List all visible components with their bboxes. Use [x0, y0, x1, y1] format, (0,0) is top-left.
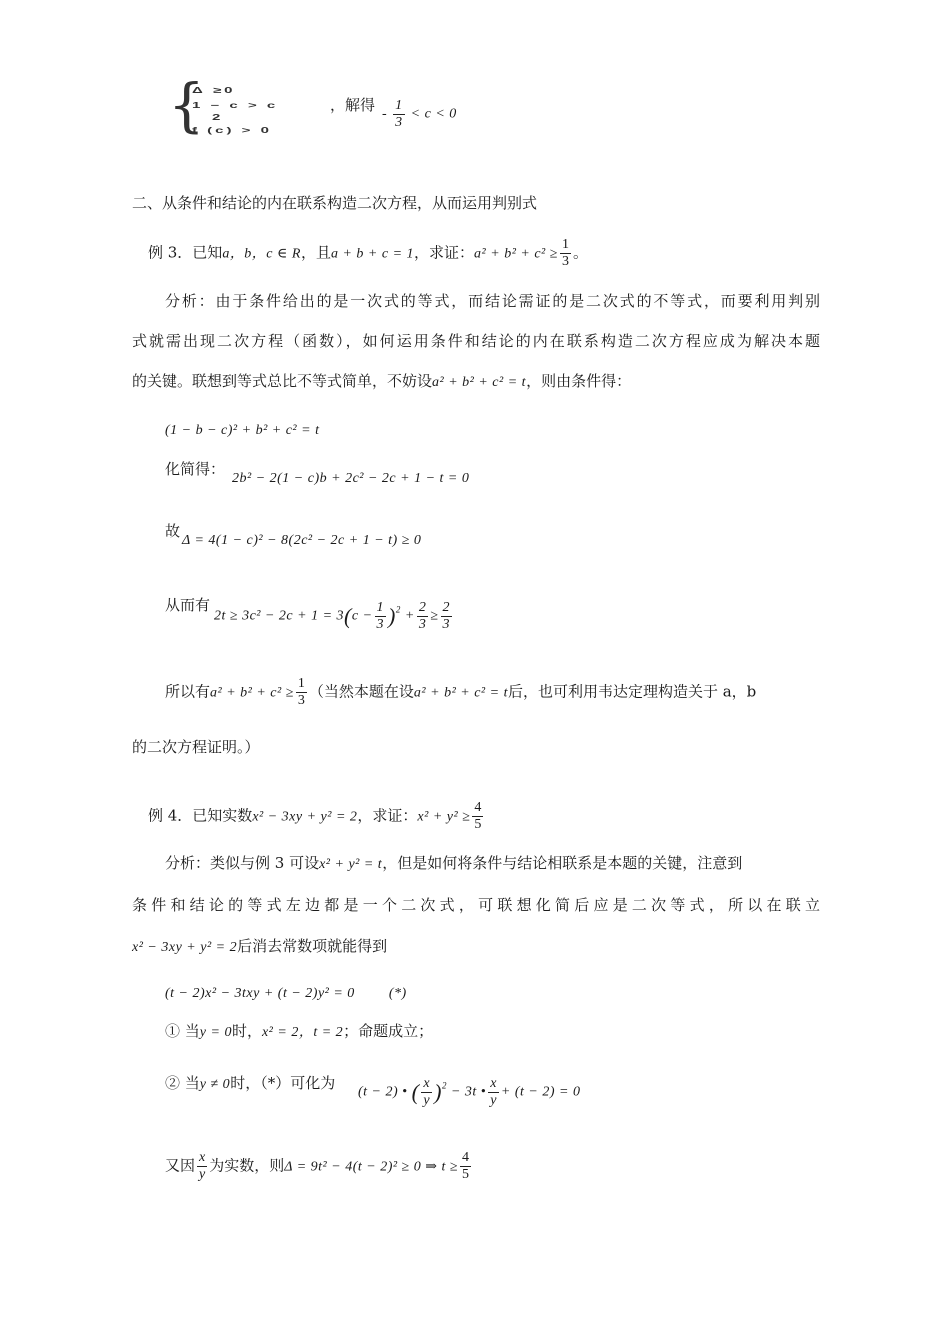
section-heading: 二、从条件和结论的内在联系构造二次方程，从而运用判别式	[132, 194, 538, 212]
eq4-fraction-2: $\frac{2}{3}$	[418, 600, 427, 632]
case2-fraction-2: $\frac{x}{y}$	[490, 1076, 497, 1108]
case2-equation: (t − 2) • ( $\frac{x}{y}$ )$^2$ − 3t • $\frac{x}{y}$ + (t − 2) = 0	[358, 1076, 581, 1108]
thus-label: 从而有	[165, 596, 211, 614]
system-brace: {	[168, 71, 205, 139]
claim-fraction: $\frac{1}{3}$	[561, 237, 569, 269]
system-row4: f (c) > 0	[192, 126, 272, 136]
result-fraction: $\frac{1}{3}$	[395, 98, 403, 130]
eq4-fraction-3: $\frac{2}{3}$	[442, 600, 451, 632]
final-fraction: $\frac{4}{5}$	[462, 1150, 470, 1182]
solve-label: ，解得	[330, 96, 376, 114]
hence-label: 故	[165, 522, 181, 540]
system-row1: Δ ≥0	[192, 86, 236, 96]
example4-statement: 例 4．已知实数x² − 3xy + y² = 2，求证：x² + y² ≥ $\frac{4}{5}$	[148, 800, 482, 832]
example4-analysis-line1: 分析：类似与例 3 可设x² + y² = t，但是如何将条件与结论相联系是本题的关键，注意到	[165, 854, 743, 872]
equation-2: 2b² − 2(1 − c)b + 2c² − 2c + 1 − t = 0	[232, 471, 470, 486]
eq4-fraction-1: $\frac{1}{3}$	[376, 600, 385, 632]
example4-analysis-line2: 条件和结论的等式左边都是一个二次式，可联想化简后应是二次等式，所以在联立	[132, 896, 820, 914]
example3-analysis-line1: 分析：由于条件给出的是一次式的等式，而结论需证的是二次式的不等式，而要利用判别	[165, 292, 820, 310]
remark-line2: 的二次方程证明。）	[132, 738, 260, 756]
case2-line: ② 当y ≠ 0时，（*）可化为	[165, 1074, 336, 1092]
equation-3: Δ = 4(1 − c)² − 8(2c² − 2c + 1 − t) ≥ 0	[182, 533, 422, 548]
case1-line: ① 当y = 0时，x² = 2，t = 2；命题成立；	[165, 1022, 434, 1040]
final-line: 又因 $\frac{x}{y}$ 为实数，则Δ = 9t² − 4(t − 2)² ≥ 0 ⇒ t ≥ $\frac{4}{5}$	[165, 1150, 470, 1182]
system-row2: 1 − c > c	[192, 101, 279, 111]
example4-analysis-line3: x² − 3xy + y² = 2后消去常数项就能得到	[132, 937, 388, 955]
system-result: - $\frac{1}{3}$ < c < 0	[382, 98, 457, 130]
example3-analysis-line2: 式就需出现二次方程（函数），如何运用条件和结论的内在联系构造二次方程应成为解决本题	[132, 332, 820, 350]
ex4-claim-fraction: $\frac{4}{5}$	[474, 800, 482, 832]
equation-1: (1 − b − c)² + b² + c² = t	[165, 423, 320, 438]
case2-fraction-1: $\frac{x}{y}$	[423, 1076, 431, 1108]
conclusion-line: 所以有a² + b² + c² ≥ $\frac{1}{3}$ （当然本题在设a² + b² + c² = t后，也可利用韦达定理构造关于 a，b	[165, 676, 757, 708]
example3-analysis-line3: 的关键。联想到等式总比不等式简单，不妨设a² + b² + c² = t，则由条件得：	[132, 372, 632, 390]
example3-statement: 例 3．已知a，b，c ∈ R，且a + b + c = 1，求证：a² + b² + c² ≥ $\frac{1}{3}$ 。	[148, 237, 588, 269]
equation-4: 2t ≥ 3c² − 2c + 1 = 3(c − $\frac{1}{3}$ )$^2$ + $\frac{2}{3}$ ≥ $\frac{2}{3}$	[214, 600, 451, 632]
equation-star: (t − 2)x² − 3txy + (t − 2)y² = 0 (*)	[165, 986, 407, 1001]
simplify-label: 化简得：	[165, 460, 226, 478]
system-solution	[330, 94, 375, 116]
system-row3: 2	[212, 113, 224, 123]
so-fraction: $\frac{1}{3}$	[297, 676, 305, 708]
final-xy-fraction: $\frac{x}{y}$	[199, 1150, 206, 1182]
